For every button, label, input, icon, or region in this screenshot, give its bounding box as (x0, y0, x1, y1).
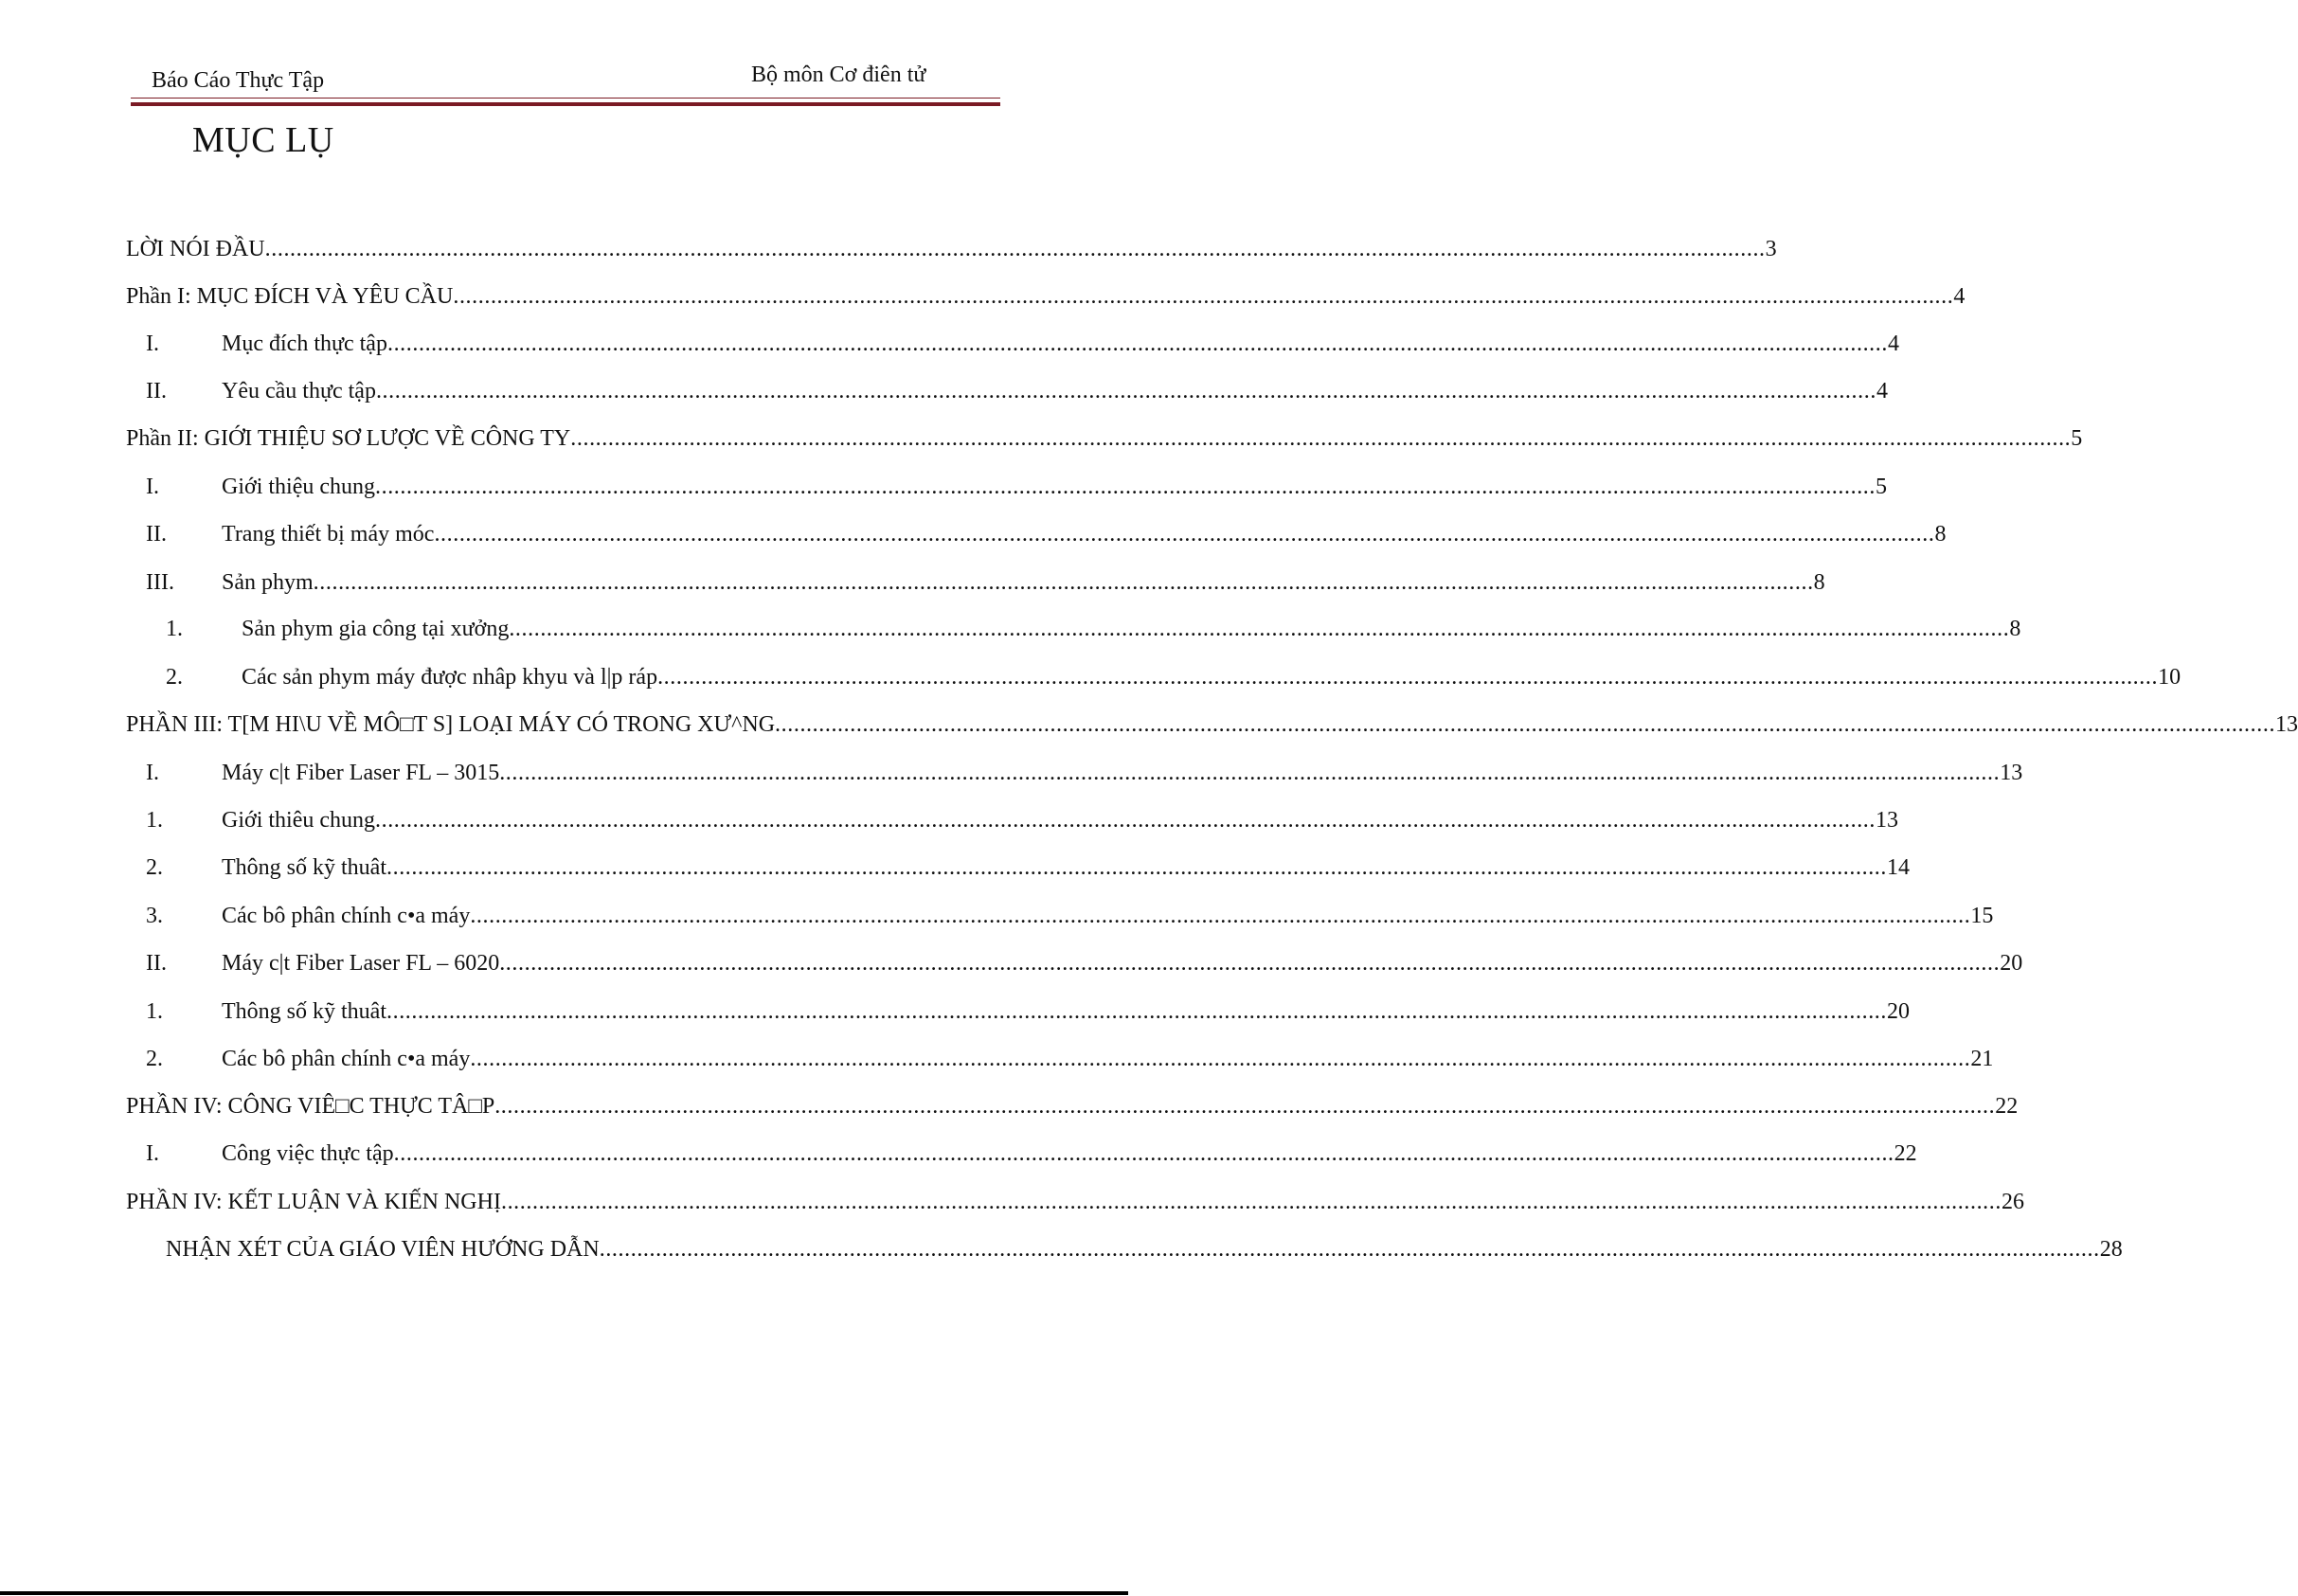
toc-entry-number: II. (146, 522, 167, 547)
toc-entry-number: 1. (146, 999, 163, 1024)
toc-entry[interactable] (146, 570, 1825, 602)
toc-entry[interactable] (146, 1141, 1917, 1174)
toc-entry[interactable] (126, 1190, 2024, 1222)
toc-leader-dots: ................................................................................................................................................................................................................................................ (386, 332, 1888, 356)
toc-entry[interactable] (146, 761, 2023, 793)
toc-leader-dots: ................................................................................................................................................................................................................................................ (386, 855, 1887, 880)
toc-entry-page: 22 (1894, 1141, 1917, 1166)
toc-entry-text: Máy c|t Fiber Laser FL – 3015 (222, 761, 500, 785)
toc-entry-text: Máy c|t Fiber Laser FL – 6020 (222, 951, 500, 976)
toc-entry-page: 28 (2099, 1237, 2123, 1262)
toc-entry[interactable] (146, 904, 1994, 936)
toc-leader-dots: ................................................................................................................................................................................................................................................ (393, 1141, 1894, 1166)
toc-entry[interactable] (126, 712, 2298, 744)
toc-entry[interactable] (146, 475, 1887, 507)
toc-leader-dots: ................................................................................................................................................................................................................................................ (470, 904, 1971, 928)
toc-entry-text: Giới thiêu chung (222, 808, 375, 833)
toc-entry[interactable] (146, 999, 1910, 1031)
toc-entry[interactable] (126, 1094, 2019, 1126)
toc-entry-number: II. (146, 379, 167, 403)
toc-leader-dots: ................................................................................................................................................................................................................................................ (599, 1237, 2100, 1262)
toc-entry-number: 2. (146, 855, 163, 880)
toc-entry-text: NHẬN XÉT CỦA GIÁO VIÊN HƯỚNG DẪN (166, 1237, 600, 1262)
toc-leader-dots: ................................................................................................................................................................................................................................................ (494, 1094, 1996, 1119)
toc-entry-number: I. (146, 475, 159, 499)
toc-entry[interactable] (146, 522, 1947, 554)
toc-leader-dots: ................................................................................................................................................................................................................................................ (499, 761, 2001, 785)
toc-entry-text: Thông số kỹ thuât (222, 999, 386, 1024)
toc-entry-text: Mục đích thực tập (222, 332, 387, 356)
toc-entry-page: 4 (1887, 332, 1899, 356)
toc-entry-number: I. (146, 1141, 159, 1166)
toc-entry[interactable] (126, 237, 1777, 269)
toc-entry-number: I. (146, 332, 159, 356)
toc-entry-page: 5 (1876, 475, 1887, 499)
toc-leader-dots: ................................................................................................................................................................................................................................................ (470, 1047, 1971, 1071)
toc-entry-page: 20 (2000, 951, 2023, 976)
toc-entry-page: 5 (2071, 426, 2083, 451)
toc-entry[interactable] (146, 855, 1910, 888)
toc-entry-text: Các bô phân chính c•a máy (222, 904, 471, 928)
toc-leader-dots: ................................................................................................................................................................................................................................................ (499, 951, 2001, 976)
toc-entry-number: 1. (146, 808, 163, 833)
toc-entry-page: 8 (1813, 570, 1825, 595)
toc-leader-dots: ................................................................................................................................................................................................................................................ (570, 426, 2072, 451)
toc-entry-text: Giới thiệu chung (222, 475, 375, 499)
toc-entry-page: 13 (1876, 808, 1898, 833)
header-left-title: Báo Cáo Thực Tập (152, 68, 325, 93)
toc-entry-page: 26 (2001, 1190, 2024, 1214)
toc-entry[interactable] (166, 1237, 2123, 1269)
toc-entry[interactable] (146, 808, 1898, 840)
toc-leader-dots: ................................................................................................................................................................................................................................................ (657, 665, 2159, 690)
toc-leader-dots: ................................................................................................................................................................................................................................................ (375, 379, 1876, 403)
toc-leader-dots: ................................................................................................................................................................................................................................................ (313, 570, 1814, 595)
header-right-title: Bộ môn Cơ điên tử (751, 63, 926, 87)
toc-entry-number: 1. (166, 617, 183, 641)
toc-entry-text: Các sản phym máy được nhâp khyu và l|p ráp (242, 665, 658, 690)
toc-leader-dots: ................................................................................................................................................................................................................................................ (434, 522, 1935, 547)
toc-entry[interactable] (126, 284, 1966, 316)
toc-entry-text: PHẦN IV: KẾT LUẬN VÀ KIẾN NGHỊ (126, 1190, 501, 1214)
toc-entry-text: Phần II: GIỚI THIỆU SƠ LƯỢC VỀ CÔNG TY (126, 426, 571, 451)
toc-entry[interactable] (166, 665, 2181, 697)
toc-entry-number: 2. (166, 665, 183, 690)
toc-entry[interactable] (146, 379, 1888, 411)
toc-entry[interactable] (166, 617, 2021, 649)
toc-entry[interactable] (146, 332, 1899, 364)
toc-entry-page: 13 (2275, 712, 2298, 737)
toc-entry-page: 8 (1934, 522, 1947, 547)
toc-entry-page: 4 (1953, 284, 1966, 309)
toc-entry-text: Yêu cầu thực tập (222, 379, 376, 403)
toc-entry-page: 21 (1970, 1047, 1994, 1071)
toc-entry-text: Sản phym gia công tại xưởng (242, 617, 510, 641)
toc-entry-page: 20 (1887, 999, 1910, 1024)
toc-entry[interactable] (126, 426, 2083, 458)
toc-entry-text: LỜI NÓI ĐẦU (126, 237, 265, 261)
toc-entry-number: 2. (146, 1047, 163, 1071)
page-title: MỤC LỤ (192, 120, 334, 160)
toc-entry-text: PHẦN III: T[M HI\U VỀ MÔ□T S] LOẠI MÁY CÓ TRONG XƯ^NG (126, 712, 776, 737)
toc-leader-dots: ................................................................................................................................................................................................................................................ (375, 475, 1876, 499)
toc-leader-dots: ................................................................................................................................................................................................................................................ (375, 808, 1876, 833)
toc-entry-number: III. (146, 570, 174, 595)
toc-entry-text: Thông số kỹ thuât (222, 855, 386, 880)
toc-entry-page: 10 (2158, 665, 2181, 690)
toc-entry-page: 8 (2009, 617, 2021, 641)
toc-entry-text: Trang thiết bị máy móc (222, 522, 435, 547)
toc-entry-page: 3 (1765, 237, 1777, 261)
toc-entry-text: Công việc thực tập (222, 1141, 394, 1166)
toc-leader-dots: ................................................................................................................................................................................................................................................ (509, 617, 2010, 641)
toc-entry-page: 22 (1995, 1094, 2019, 1119)
toc-entry-number: II. (146, 951, 167, 976)
toc-leader-dots: ................................................................................................................................................................................................................................................ (775, 712, 2276, 737)
toc-leader-dots: ................................................................................................................................................................................................................................................ (500, 1190, 2002, 1214)
toc-leader-dots: ................................................................................................................................................................................................................................................ (453, 284, 1954, 309)
toc-leader-dots: ................................................................................................................................................................................................................................................ (264, 237, 1766, 261)
toc-entry-text: Phần I: MỤC ĐÍCH VÀ YÊU CẦU (126, 284, 454, 309)
toc-leader-dots: ................................................................................................................................................................................................................................................ (386, 999, 1887, 1024)
toc-entry-number: I. (146, 761, 159, 785)
page-bottom-edge (0, 1591, 1128, 1595)
toc-entry-page: 14 (1887, 855, 1910, 880)
toc-entry-page: 13 (2000, 761, 2023, 785)
toc-entry-text: Sản phym (222, 570, 314, 595)
toc-entry[interactable] (146, 951, 2023, 983)
toc-entry-number: 3. (146, 904, 163, 928)
toc-entry[interactable] (146, 1047, 1994, 1079)
toc-entry-text: Các bô phân chính c•a máy (222, 1047, 471, 1071)
toc-entry-page: 15 (1970, 904, 1994, 928)
toc-entry-page: 4 (1876, 379, 1888, 403)
toc-entry-text: PHẦN IV: CÔNG VIÊ□C THỰC TÂ□P (126, 1094, 495, 1119)
